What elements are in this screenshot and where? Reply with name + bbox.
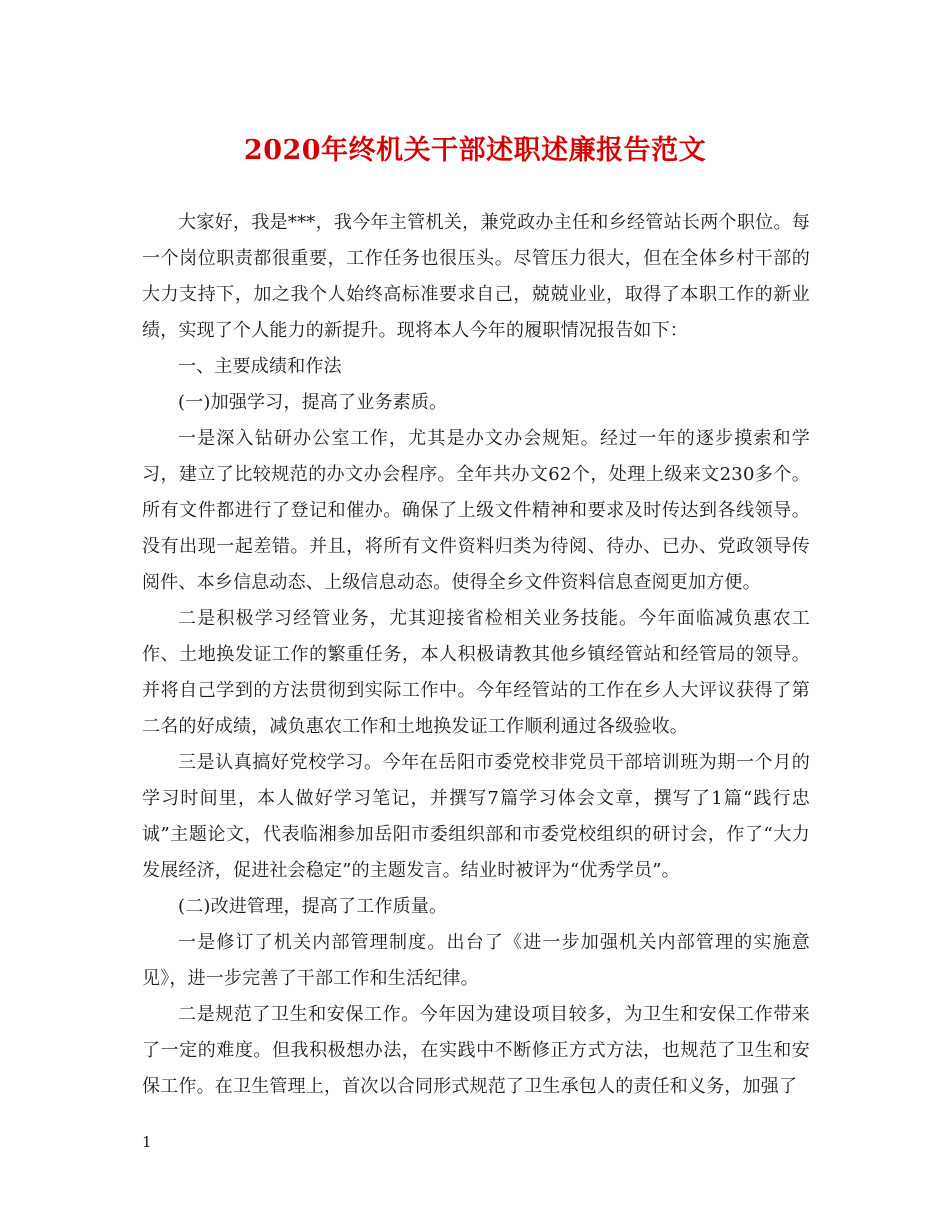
paragraph: 二是积极学习经管业务，尤其迎接省检相关业务技能。今年面临减负惠农工作、土地换发证工作的繁重任务，本人积极请教其他乡镇经管站和经管局的领导。并将自己学到的方法贯彻到实际工作中。今年经管站的工作在乡人大评议获得了第二名的好成绩，减负惠农工作和土地换发证工作顺利通过各级验收。 [142, 608, 810, 737]
page-number: 1 [142, 1133, 152, 1151]
section-heading-1: 一、主要成绩和作法 [178, 356, 342, 377]
document-body [142, 205, 810, 1105]
paragraph: 二是规范了卫生和安保工作。今年因为建设项目较多，为卫生和安保工作带来了一定的难度。但我积极想办法，在实践中不断修正方式方法，也规范了卫生和安保工作。在卫生管理上，首次以合同形式规范了卫生承包人的责任和义务，加强了 [142, 1004, 810, 1097]
subsection-heading-1: (一)加强学习，提高了业务素质。 [178, 392, 448, 413]
subsection-heading-2: (二)改进管理，提高了工作质量。 [178, 896, 448, 917]
paragraph: 三是认真搞好党校学习。今年在岳阳市委党校非党员干部培训班为期一个月的学习时间里，本人做好学习笔记，并撰写7篇学习体会文章，撰写了1篇“践行忠诚”主题论文，代表临湘参加岳阳市委组织部和市委党校组织的研讨会，作了“大力发展经济，促进社会稳定”的主题发言。结业时被评为“优秀学员”。 [142, 752, 810, 881]
paragraph: 一是修订了机关内部管理制度。出台了《进一步加强机关内部管理的实施意见》，进一步完善了干部工作和生活纪律。 [142, 932, 810, 989]
paragraph: 一是深入钻研办公室工作，尤其是办文办会规矩。经过一年的逐步摸索和学习，建立了比较规范的办文办会程序。全年共办文62个，处理上级来文230多个。所有文件都进行了登记和催办。确保了上级文件精神和要求及时传达到各线领导。没有出现一起差错。并且，将所有文件资料归类为待阅、待办、已办、党政领导传阅件、本乡信息动态、上级信息动态。使得全乡文件资料信息查阅更加方便。 [142, 428, 810, 593]
paragraph-intro: 大家好，我是***，我今年主管机关，兼党政办主任和乡经管站长两个职位。每一个岗位职责都很重要，工作任务也很压头。尽管压力很大，但在全体乡村干部的大力支持下，加之我个人始终高标准要求自己，兢兢业业，取得了本职工作的新业绩，实现了个人能力的新提升。现将本人今年的履职情况报告如下： [142, 212, 810, 341]
document-title: 2020年终机关干部述职述廉报告范文 [243, 135, 707, 166]
